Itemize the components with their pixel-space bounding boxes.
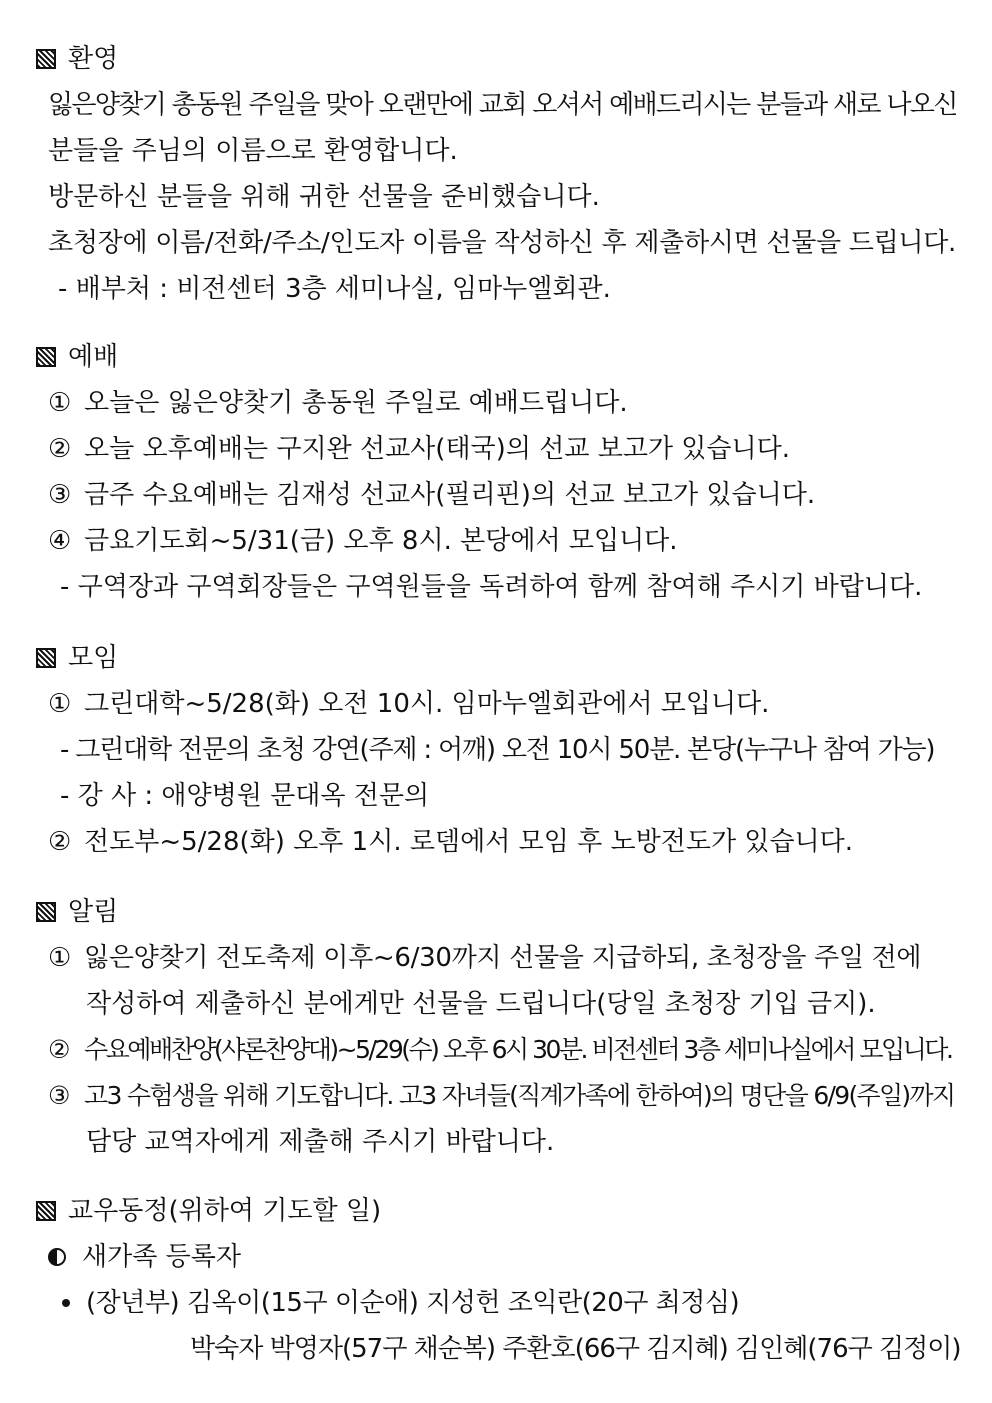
item-number: ③ <box>48 1081 69 1110</box>
half-circle-icon <box>48 1248 66 1266</box>
item-text: 잃은양찾기 전도축제 이후~6/30까지 선물을 지급하되, 초청장을 주일 전에 <box>84 943 922 973</box>
item-text: 수요예배찬양(샤론찬양대)~5/29(수) 오후 6시 30분. 비전센터 3층 세미나실에서 모입니다. <box>84 1035 952 1064</box>
item-text: 금요기도회~5/31(금) 오후 8시. 본당에서 모입니다. <box>84 526 678 556</box>
square-bullet-icon <box>36 648 56 668</box>
worship-note: - 구역장과 구역회장들은 구역원들을 독려하여 함께 참여해 주시기 바랍니다. <box>60 572 923 602</box>
new-family-line: 박숙자 박영자(57구 채순복) 주환호(66구 김지혜) 김인혜(76구 김정이) <box>190 1334 961 1364</box>
welcome-line: 초청장에 이름/전화/주소/인도자 이름을 작성하신 후 제출하시면 선물을 드립니다. <box>48 228 957 258</box>
square-bullet-icon <box>36 902 56 922</box>
section-title: 알림 <box>68 897 119 927</box>
section-heading-welcome <box>36 42 118 76</box>
new-family-text: (장년부) 김옥이(15구 이순애) 지성헌 조익란(20구 최정심) <box>86 1288 740 1318</box>
list-item <box>48 524 678 558</box>
welcome-line: 방문하신 분들을 위해 귀한 선물을 준비했습니다. <box>48 182 600 212</box>
notice-continuation: 담당 교역자에게 제출해 주시기 바랍니다. <box>86 1127 555 1157</box>
section-heading-worship <box>36 340 118 374</box>
square-bullet-icon <box>36 347 56 367</box>
notice-continuation: 작성하여 제출하신 분에게만 선물을 드립니다(당일 초청장 기입 금지). <box>86 989 876 1019</box>
item-number: ③ <box>48 480 72 510</box>
welcome-line: - 배부처 : 비전센터 3층 세미나실, 임마누엘회관. <box>58 274 611 304</box>
item-number: ① <box>48 943 72 973</box>
item-text: 오늘은 잃은양찾기 총동원 주일로 예배드립니다. <box>84 388 628 418</box>
subheading-text: 새가족 등록자 <box>82 1242 241 1272</box>
section-title: 환영 <box>68 44 119 74</box>
list-item <box>48 1079 954 1113</box>
item-number: ② <box>48 434 72 464</box>
section-heading-fellowship <box>36 1194 381 1228</box>
item-text: 금주 수요예배는 김재성 선교사(필리핀)의 선교 보고가 있습니다. <box>84 480 816 510</box>
welcome-line: 잃은양찾기 총동원 주일을 맞아 오랜만에 교회 오셔서 예배드리시는 분들과 새로 나오신 <box>48 90 957 120</box>
meeting-sub-line: - 강 사 : 애양병원 문대옥 전문의 <box>60 781 430 811</box>
list-item <box>48 1033 951 1067</box>
list-item <box>48 386 628 420</box>
meeting-sub-line: - 그린대학 전문의 초청 강연(주제 : 어깨) 오전 10시 50분. 본당(누구나 참여 가능) <box>60 735 935 765</box>
item-number: ① <box>48 388 72 418</box>
list-item <box>48 432 790 466</box>
welcome-line: 분들을 주님의 이름으로 환영합니다. <box>48 136 458 166</box>
item-number: ② <box>48 1035 68 1064</box>
list-item <box>48 687 769 721</box>
list-item <box>48 825 853 859</box>
new-family-subheading <box>48 1240 241 1274</box>
item-number: ④ <box>48 526 72 556</box>
new-family-line <box>62 1286 739 1320</box>
section-title: 교우동정(위하여 기도할 일) <box>68 1196 382 1226</box>
item-text: 그린대학~5/28(화) 오전 10시. 임마누엘회관에서 모입니다. <box>84 689 770 719</box>
item-text: 오늘 오후예배는 구지완 선교사(태국)의 선교 보고가 있습니다. <box>84 434 791 464</box>
section-title: 모임 <box>68 643 119 673</box>
square-bullet-icon <box>36 49 56 69</box>
section-title: 예배 <box>68 342 119 372</box>
section-heading-meeting <box>36 641 118 675</box>
list-item <box>48 478 815 512</box>
list-item <box>48 941 921 975</box>
dot-bullet-icon <box>62 1299 70 1307</box>
square-bullet-icon <box>36 1201 56 1221</box>
item-number: ② <box>48 827 72 857</box>
item-number: ① <box>48 689 72 719</box>
item-text: 고3 수험생을 위해 기도합니다. 고3 자녀들(직계가족에 한하여)의 명단을 6/9(주일)까지 <box>84 1081 955 1110</box>
section-heading-notice <box>36 895 118 929</box>
item-text: 전도부~5/28(화) 오후 1시. 로뎀에서 모임 후 노방전도가 있습니다. <box>84 827 854 857</box>
